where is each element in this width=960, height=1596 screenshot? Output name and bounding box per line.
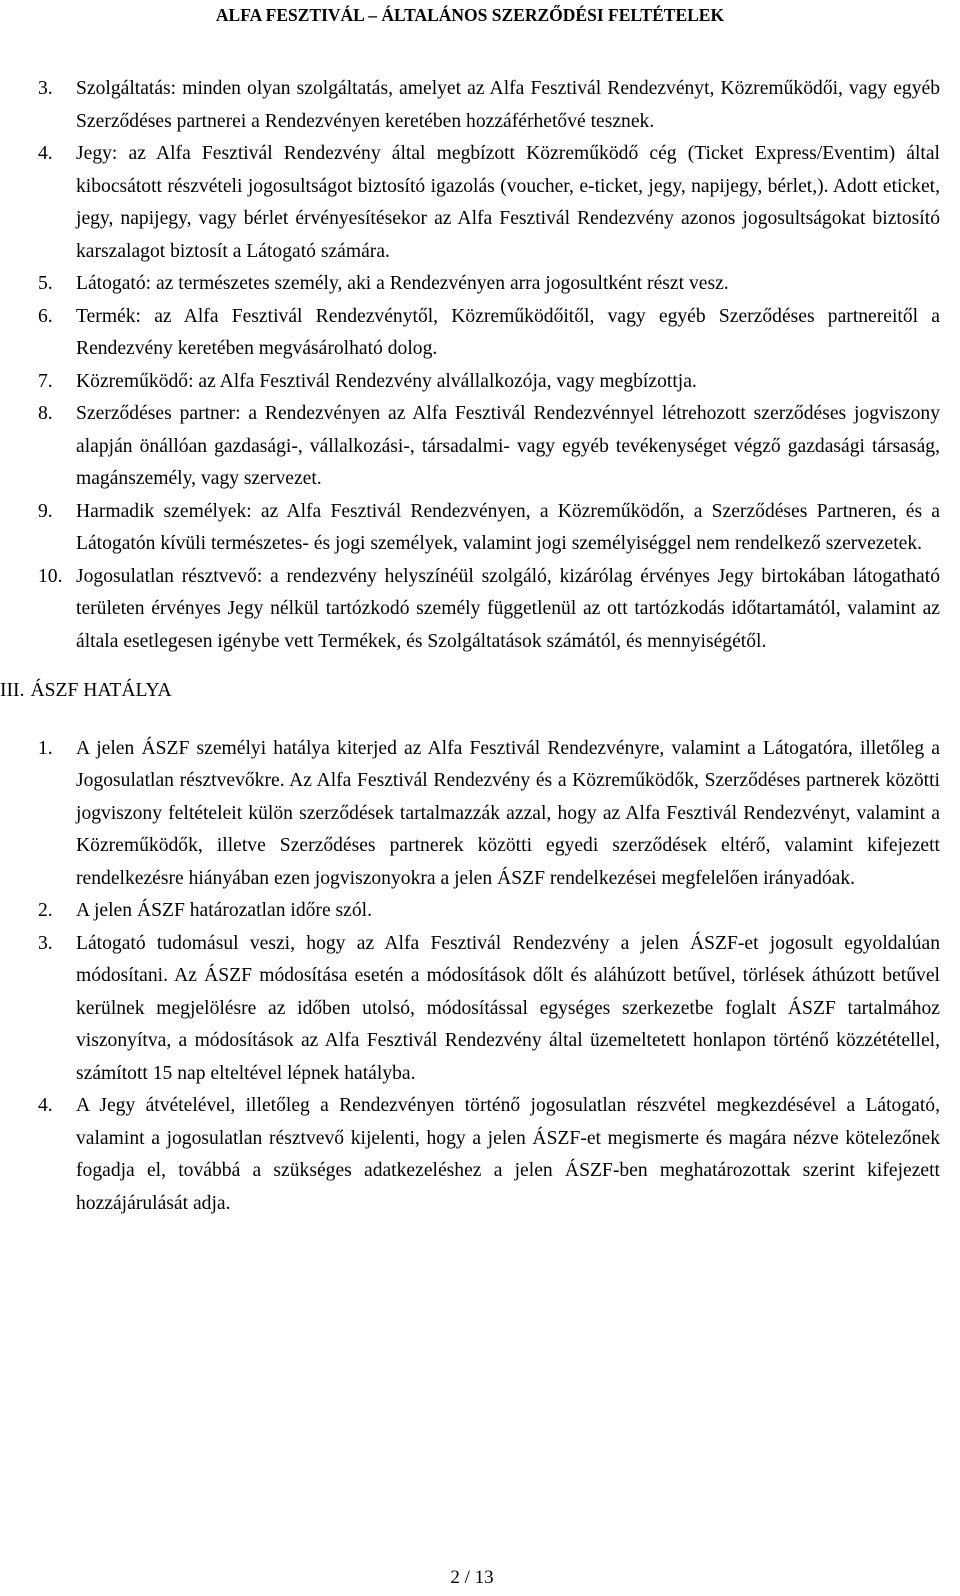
definitions-list [38,73,940,658]
scope-list [38,733,940,1221]
list-item [38,301,940,366]
page-header [0,4,940,26]
item-text: Jegy: az Alfa Fesztivál Rendezvény által megbízott Közreműködő cég (Ticket Express/Eventim) által kibocsátott részvételi jogosultságot biztosító igazolás (voucher, e-ticket, jegy, napijegy, bérlet,). Adott eticket, jegy, napijegy, vagy bérlet érvényesítésekor az Alfa Fesztivál Rendezvény azonos jogosultságokat biztosító karszalagot biztosít a Látogató számára. [76,143,940,262]
list-item [38,1090,940,1220]
list-item [38,928,940,1091]
item-number: 5. [38,273,53,294]
document-body [0,73,940,1220]
page-number: 2 / 13 [450,1567,494,1588]
item-number: 1. [38,737,53,759]
item-number: 3. [38,932,53,954]
item-number: 10. [38,565,63,587]
item-text: A jelen ÁSZF határozatlan időre szól. [76,900,373,921]
section-number: III. [0,680,25,701]
item-text: Termék: az Alfa Fesztivál Rendezvénytől, Közreműködőitől, vagy egyéb Szerződéses partnereitől a Rendezvény keretében megvásárolható dolog. [76,305,940,359]
section-title: ÁSZF HATÁLYA [30,680,172,701]
document-title: ALFA FESZTIVÁL – ÁLTALÁNOS SZERZŐDÉSI FELTÉTELEK [215,5,725,25]
list-item [38,733,940,896]
item-text: Szolgáltatás: minden olyan szolgáltatás, amelyet az Alfa Fesztivál Rendezvényt, Közreműködői, vagy egyéb Szerződéses partnerei a Rendezvényen keretében hozzáférhetővé tesznek. [76,78,940,132]
page-footer [0,1566,944,1590]
item-text: Közreműködő: az Alfa Fesztivál Rendezvény alvállalkozója, vagy megbízottja. [76,370,697,392]
item-number: 6. [38,305,53,327]
item-text: Szerződéses partner: a Rendezvényen az Alfa Fesztivál Rendezvénnyel létrehozott szerződéses jogviszony alapján önállóan gazdasági-, vállalkozási-, társadalmi- vagy egyéb tevékenységet végző gazdasági társaság, magánszemély, vagy szervezet. [76,403,940,489]
list-item [38,561,940,659]
item-text: Látogató tudomásul veszi, hogy az Alfa Fesztivál Rendezvény a jelen ÁSZF-et jogosult egyoldalúan módosítani. Az ÁSZF módosítása esetén a módosítások dőlt és aláhúzott betűvel, törlések áthúzott betűvel kerülnek megjelölésre az időben utolsó, módosítással egységes szerkezetbe foglalt ÁSZF tartalmához viszonyítva, a módosítások az Alfa Fesztivál Rendezvény által üzemeltetett honlapon történő közzététellel, számított 15 nap elteltével lépnek hatályba. [76,932,940,1084]
item-number: 8. [38,403,53,424]
item-number: 9. [38,500,53,522]
item-text: Harmadik személyek: az Alfa Fesztivál Rendezvényen, a Közreműködőn, a Szerződéses Partneren, és a Látogatón kívüli természetes- és jogi személyek, valamint jogi személyiséggel nem rendelkező szervezetek. [76,500,940,554]
list-item [38,268,940,301]
item-text: A jelen ÁSZF személyi hatálya kiterjed az Alfa Fesztivál Rendezvényre, valamint a Látogatóra, illetőleg a Jogosulatlan résztvevőkre. Az Alfa Fesztivál Rendezvény és a Közreműködők, Szerződéses partnerek közötti jogviszony feltételeit külön szerződések tartalmazzák azzal, hogy az Alfa Fesztivál Rendezvényt, valamint a Közreműködők, illetve Szerződéses partnerek közötti egyedi szerződések eltérő, valamint kifejezett rendelkezésre hiányában ezen jogviszonyokra a jelen ÁSZF rendelkezései megfelelően irányadóak. [76,737,940,889]
item-text: A Jegy átvételével, illetőleg a Rendezvényen történő jogosulatlan részvétel megkezdésével a Látogató, valamint a jogosulatlan résztvevő kijelenti, hogy a jelen ÁSZF-et megismerte és magára nézve kötelezőnek fogadja el, továbbá a szükséges adatkezeléshez a jelen ÁSZF-ben meghatározottak szerint kifejezett hozzájárulását adja. [76,1095,940,1214]
item-number: 7. [38,370,53,392]
item-text: Látogató: az természetes személy, aki a Rendezvényen arra jogosultként részt vesz. [76,273,729,294]
list-item [38,138,940,268]
item-number: 4. [38,1095,53,1116]
list-item [38,496,940,561]
section-heading [0,675,940,708]
list-item [38,398,940,496]
item-number: 4. [38,143,53,164]
item-number: 3. [38,78,53,99]
list-item [38,73,940,138]
list-item [38,895,940,928]
item-text: Jogosulatlan résztvevő: a rendezvény helyszínéül szolgáló, kizárólag érvényes Jegy birtokában látogatható területen érvényes Jegy nélkül tartózkodó személy függetlenül az ott tartózkodás időtartamától, valamint az általa esetlegesen igénybe vett Termékek, és Szolgáltatások számától, és mennyiségétől. [76,565,940,652]
item-number: 2. [38,900,53,921]
list-item [38,366,940,399]
